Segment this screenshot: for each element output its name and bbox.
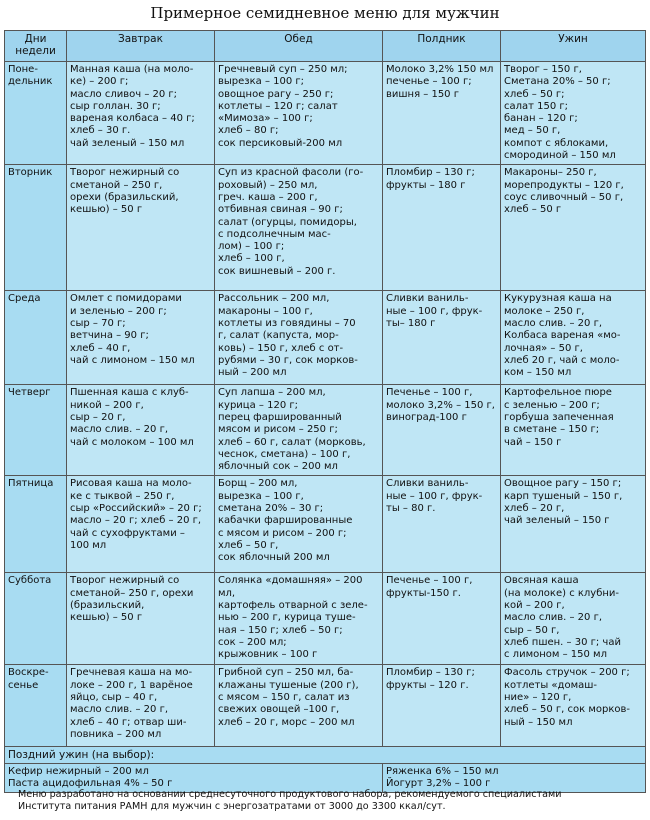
lunch-cell: Борщ – 200 мл, вырезка – 100 г, сметана 20% – 30 г; кабачки фаршированные с мясом и рисом – 200 г; хлеб – 50 г, сок яблочный 200 мл <box>215 476 383 573</box>
col-header-dinner: Ужин <box>501 31 646 62</box>
day-cell: Суббота <box>5 573 67 665</box>
dinner-cell: Картофельное пюре с зеленью – 200 г; горбуша запеченная в сметане – 150 г; чай – 150 г <box>501 385 646 476</box>
table-row <box>5 573 646 665</box>
breakfast-cell: Рисовая каша на моло- ке с тыквой – 250 г, сыр «Российский» – 20 г; масло – 20 г; хлеб – 20 г, чай с сухофруктами – 100 мл <box>67 476 215 573</box>
dinner-cell: Овощное рагу – 150 г; карп тушеный – 150 г, хлеб – 20 г, чай зеленый – 150 г <box>501 476 646 573</box>
page-title: Примерное семидневное меню для мужчин <box>150 4 500 22</box>
footnote: Меню разработано на основании среднесуточного продуктового набора, рекомендуемого специалистами Института питания РАМН для мужчин с энергозатратами от 3000 до 3300 ккал/сут. <box>18 789 562 812</box>
snack-cell: Печенье – 100 г, молоко 3,2% – 150 г, виноград-100 г <box>383 385 501 476</box>
lunch-cell: Суп лапша – 200 мл, курица – 120 г; перец фаршированный мясом и рисом – 250 г; хлеб – 60 г, салат (морковь, чеснок, сметана) – 100 г, яблочный сок – 200 мл <box>215 385 383 476</box>
day-cell: Четверг <box>5 385 67 476</box>
table-row <box>5 291 646 385</box>
late-supper-heading: Поздний ужин (на выбор): <box>5 747 646 764</box>
breakfast-cell: Пшенная каша с клуб- никой – 200 г, сыр – 20 г, масло слив. – 20 г, чай с молоком – 100 мл <box>67 385 215 476</box>
table-row <box>5 385 646 476</box>
day-cell: Вторник <box>5 165 67 291</box>
breakfast-cell: Манная каша (на моло- ке) – 200 г; масло сливоч – 20 г; сыр голлан. 30 г; вареная колбаса – 40 г; хлеб – 30 г. чай зеленый – 150 мл <box>67 62 215 165</box>
breakfast-cell: Омлет с помидорами и зеленью – 200 г; сыр – 70 г; ветчина – 90 г; хлеб – 40 г, чай с лимоном – 150 мл <box>67 291 215 385</box>
late-supper-right: Ряженка 6% – 150 мл Йогурт 3,2% – 100 г <box>383 764 646 793</box>
dinner-cell: Фасоль стручок – 200 г; котлеты «домаш- ние» – 120 г, хлеб – 50 г, сок морков- ный – 150 мл <box>501 665 646 747</box>
breakfast-cell: Творог нежирный со сметаной– 250 г, орехи (бразильский, кешью) – 50 г <box>67 573 215 665</box>
day-cell: Пятница <box>5 476 67 573</box>
snack-cell: Пломбир – 130 г; фрукты – 120 г. <box>383 665 501 747</box>
table-row <box>5 665 646 747</box>
snack-cell: Сливки ваниль- ные – 100 г, фрук- ты – 80 г. <box>383 476 501 573</box>
breakfast-cell: Творог нежирный со сметаной – 250 г, орехи (бразильский, кешью) – 50 г <box>67 165 215 291</box>
snack-cell: Сливки ваниль- ные – 100 г, фрук- ты– 180 г <box>383 291 501 385</box>
snack-cell: Пломбир – 130 г; фрукты – 180 г <box>383 165 501 291</box>
dinner-cell: Макароны– 250 г, морепродукты – 120 г, соус сливочный – 50 г, хлеб – 50 г <box>501 165 646 291</box>
table-row <box>5 476 646 573</box>
lunch-cell: Грибной суп – 250 мл, ба- клажаны тушеные (200 г), с мясом – 150 г, салат из свежих овощей –100 г, хлеб – 20 г, морс – 200 мл <box>215 665 383 747</box>
snack-cell: Печенье – 100 г, фрукты-150 г. <box>383 573 501 665</box>
lunch-cell: Гречневый суп – 250 мл; вырезка – 100 г; овощное рагу – 250 г; котлеты – 120 г; салат «Мимоза» – 100 г; хлеб – 80 г; сок персиковый-200 мл <box>215 62 383 165</box>
table-row <box>5 165 646 291</box>
lunch-cell: Рассольник – 200 мл, макароны – 100 г, котлеты из говядины – 70 г, салат (капуста, мор- ковь) – 150 г, хлеб с от- рубями – 30 г, сок морков- ный – 200 мл <box>215 291 383 385</box>
late-supper-heading-row <box>5 747 646 764</box>
col-header-breakfast: Завтрак <box>67 31 215 62</box>
day-cell: Воскре- сенье <box>5 665 67 747</box>
menu-table <box>4 30 646 793</box>
table-header <box>5 31 646 62</box>
col-header-days: Дни недели <box>5 31 67 62</box>
lunch-cell: Солянка «домашняя» – 200 мл, картофель отварной с зеле- нью – 200 г, курица туше- ная – 150 г; хлеб – 50 г; сок – 200 мл; крыжовник – 100 г <box>215 573 383 665</box>
table-row <box>5 62 646 165</box>
col-header-snack: Полдник <box>383 31 501 62</box>
snack-cell: Молоко 3,2% 150 мл печенье – 100 г; вишня – 150 г <box>383 62 501 165</box>
col-header-lunch: Обед <box>215 31 383 62</box>
day-cell: Среда <box>5 291 67 385</box>
dinner-cell: Кукурузная каша на молоке – 250 г, масло слив. – 20 г, Колбаса вареная «мо- лочная» – 50 г, хлеб 20 г, чай с моло- ком – 150 мл <box>501 291 646 385</box>
day-cell: Поне- дельник <box>5 62 67 165</box>
breakfast-cell: Гречневая каша на мо- локе – 200 г, 1 варёное яйцо, сыр – 40 г, масло слив. – 20 г, хлеб – 40 г; отвар ши- повника – 200 мл <box>67 665 215 747</box>
late-supper-left: Кефир нежирный – 200 мл Паста ацидофильная 4% – 50 г <box>5 764 383 793</box>
dinner-cell: Творог – 150 г, Сметана 20% – 50 г; хлеб – 50 г; салат 150 г; банан – 120 г; мед – 50 г, компот с яблоками, смородиной – 150 мл <box>501 62 646 165</box>
dinner-cell: Овсяная каша (на молоке) с клубни- кой – 200 г, масло слив. – 20 г, сыр – 50 г, хлеб пшен. – 30 г; чай с лимоном – 150 мл <box>501 573 646 665</box>
lunch-cell: Суп из красной фасоли (го- роховый) – 250 мл, греч. каша – 200 г, отбивная свиная – 90 г; салат (огурцы, помидоры, с подсолнечным мас- лом) – 100 г; хлеб – 100 г, сок вишневый – 200 г. <box>215 165 383 291</box>
